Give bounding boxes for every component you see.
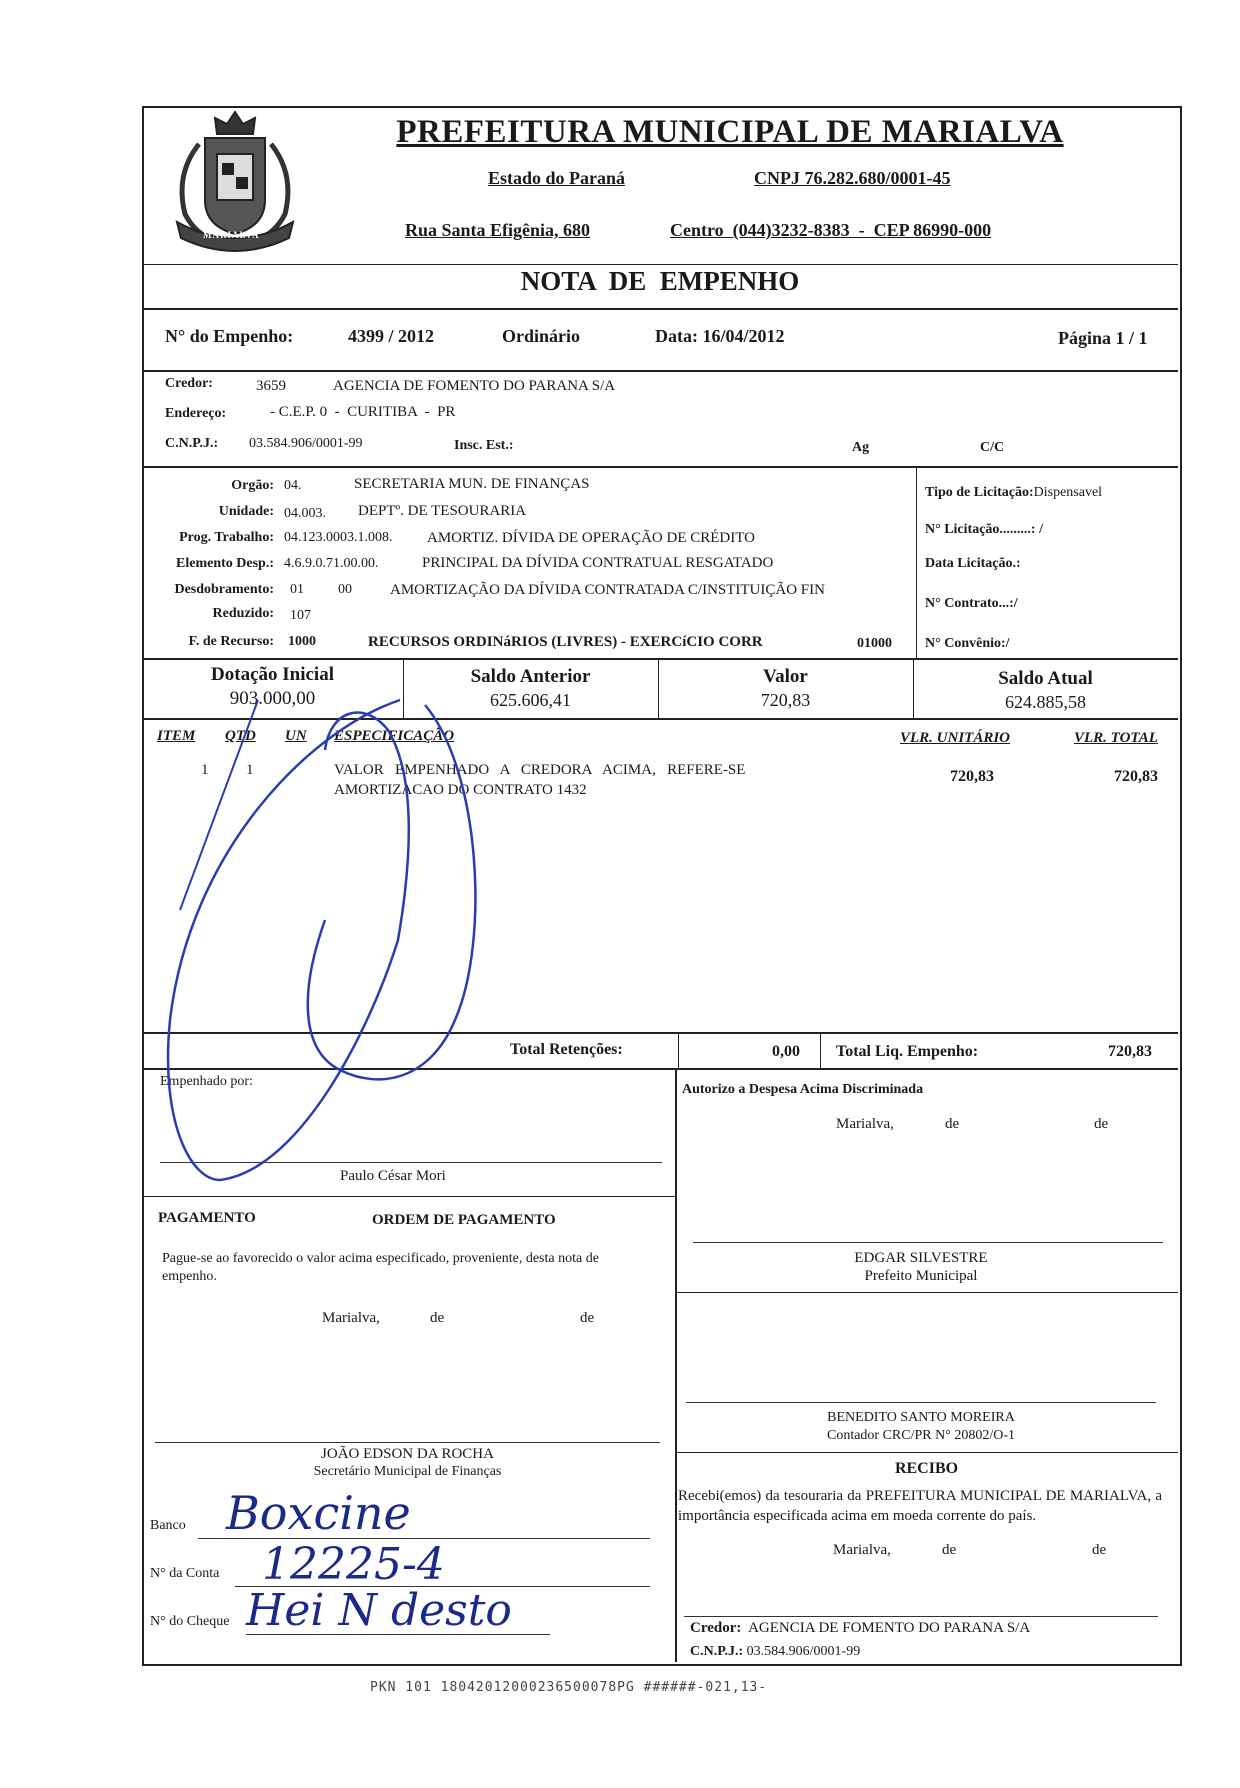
autorizo-label: Autorizo a Despesa Acima Discriminada <box>682 1082 924 1097</box>
saldo-anterior-label: Saldo Anterior <box>470 666 591 687</box>
empenho-type: Ordinário <box>502 326 581 346</box>
item-spec-line2: AMORTIZACAO DO CONTRATO 1432 <box>334 782 587 798</box>
street-address: Rua Santa Efigênia, 680 <box>405 220 591 240</box>
recibo-text: Recebi(emos) da tesouraria da PREFEITURA MUNICIPAL DE MARIALVA, a importância especificada acima em moeda corrente do país. <box>678 1488 1162 1524</box>
col-vlr-unitario: VLR. UNITÁRIO <box>900 730 1011 746</box>
col-qtd: QTD <box>225 728 256 744</box>
prefeito-role: Prefeito Municipal <box>864 1268 978 1284</box>
desdobramento-name: AMORTIZAÇÃO DA DÍVIDA CONTRATADA C/INSTITUIÇÃO FIN <box>390 582 825 598</box>
reduzido-label: Reduzido: <box>212 606 274 621</box>
unidade-name: DEPTº. DE TESOURARIA <box>358 503 527 519</box>
unidade-code: 04.003. <box>284 506 326 521</box>
col-especificacao: ESPECIFICAÇÃO <box>334 728 455 744</box>
orgao-code: 04. <box>284 478 302 493</box>
saldo-anterior-value: 625.606,41 <box>490 690 571 710</box>
contador-role: Contador CRC/PR N° 20802/O-1 <box>826 1428 1015 1443</box>
elemento-label: Elemento Desp.: <box>176 556 274 571</box>
licitacao-type-value: Dispensavel <box>1033 485 1103 500</box>
cheque-value[interactable]: Hei N desto <box>246 1585 512 1636</box>
cnpj-label: C.N.P.J.: <box>165 436 219 451</box>
saldo-atual-value: 624.885,58 <box>1005 692 1086 712</box>
pagamento-de1: de <box>430 1310 445 1326</box>
footer-barcode-text: PKN 101 18042012000236500078PG ######-021,13- <box>370 1680 768 1695</box>
pagamento-text: Pague-se ao favorecido o valor acima especificado, proveniente, desta nota de empenho. <box>162 1251 599 1284</box>
licitacao-date: Data Licitação.: <box>925 556 1021 571</box>
address-contact: Centro (044)3232-8383 - CEP 86990-000 <box>670 220 992 240</box>
total-retencoes-value: 0,00 <box>772 1043 800 1060</box>
prog-trabalho-label: Prog. Trabalho: <box>179 530 274 545</box>
municipality-cnpj: CNPJ 76.282.680/0001-45 <box>754 168 951 188</box>
orgao-label: Orgão: <box>231 478 274 493</box>
empenhado-por-name: Paulo César Mori <box>340 1168 446 1184</box>
desdobramento-label: Desdobramento: <box>174 582 274 597</box>
ordem-pagamento-label: ORDEM DE PAGAMENTO <box>372 1212 556 1228</box>
autorizo-city: Marialva, <box>836 1116 894 1132</box>
valor-label: Valor <box>763 666 808 687</box>
elemento-name: PRINCIPAL DA DÍVIDA CONTRATUAL RESGATADO <box>422 555 774 571</box>
banco-label: Banco <box>150 1518 186 1533</box>
unidade-label: Unidade: <box>218 504 274 519</box>
total-liq-label: Total Liq. Empenho: <box>836 1043 979 1060</box>
empenho-number-label: N° do Empenho: <box>165 326 294 346</box>
insc-est-label: Insc. Est.: <box>454 438 514 453</box>
item-total-value: 720,83 <box>1114 768 1158 785</box>
desdobramento-code: 01 <box>290 582 304 597</box>
desdobramento-code2: 00 <box>338 582 352 597</box>
cheque-label: N° do Cheque <box>150 1614 230 1629</box>
reduzido-code: 107 <box>290 608 311 623</box>
handwritten-signature <box>150 690 490 1210</box>
recibo-city: Marialva, <box>833 1542 891 1558</box>
municipal-crest <box>155 104 315 256</box>
banco-value[interactable]: Boxcine <box>226 1486 411 1540</box>
fonte-code: 1000 <box>288 634 316 649</box>
conta-label: N° da Conta <box>150 1566 220 1581</box>
col-item: ITEM <box>157 728 196 744</box>
licitacao-number: N° Licitação.........: / <box>925 522 1043 537</box>
pagamento-city: Marialva, <box>322 1310 380 1326</box>
col-vlr-total: VLR. TOTAL <box>1074 730 1158 746</box>
autorizo-de2: de <box>1094 1116 1109 1132</box>
credor-name: AGENCIA DE FOMENTO DO PARANA S/A <box>333 378 616 394</box>
credor-code: 3659 <box>256 378 286 394</box>
empenho-number: 4399 / 2012 <box>348 326 435 346</box>
saldo-atual-label: Saldo Atual <box>998 668 1093 689</box>
secretario-role: Secretário Municipal de Finanças <box>313 1464 502 1479</box>
recibo-cnpj <box>690 1644 860 1660</box>
municipality-title: PREFEITURA MUNICIPAL DE MARIALVA <box>396 114 1064 150</box>
recibo-credor-name: AGENCIA DE FOMENTO DO PARANA S/A <box>748 1620 1031 1636</box>
page-number: Página 1 / 1 <box>1058 328 1148 348</box>
conta-value[interactable]: 12225-4 <box>262 1539 445 1590</box>
contador-name: BENEDITO SANTO MOREIRA <box>827 1410 1015 1425</box>
col-un: UN <box>285 728 307 744</box>
licitacao-type-label <box>925 485 1102 501</box>
convenio-number: N° Convênio:/ <box>925 636 1010 651</box>
recibo-credor-label: Credor: <box>690 1620 742 1636</box>
fonte-code2: 01000 <box>857 636 892 651</box>
credor-cnpj: 03.584.906/0001-99 <box>249 436 363 451</box>
endereco-label: Endereço: <box>165 406 227 421</box>
recibo-credor <box>690 1620 1030 1637</box>
orgao-name: SECRETARIA MUN. DE FINANÇAS <box>354 476 590 492</box>
document-title: NOTA DE EMPENHO <box>520 266 800 296</box>
empenho-date: Data: 16/04/2012 <box>655 326 785 346</box>
recibo-de1: de <box>942 1542 957 1558</box>
crest-banner-text: MARIALVA <box>203 230 260 240</box>
recibo-cnpj-value: 03.584.906/0001-99 <box>746 1644 861 1659</box>
credor-label: Credor: <box>165 376 213 391</box>
prefeito-name: EDGAR SILVESTRE <box>854 1250 988 1266</box>
item-qtd: 1 <box>246 762 254 778</box>
fonte-name: RECURSOS ORDINáRIOS (LIVRES) - EXERCíCIO CORR <box>368 634 763 650</box>
autorizo-de1: de <box>945 1116 960 1132</box>
elemento-code: 4.6.9.0.71.00.00. <box>284 556 379 571</box>
recibo-de2: de <box>1092 1542 1107 1558</box>
pagamento-label: PAGAMENTO <box>158 1210 256 1226</box>
agency-label: Ag <box>852 440 870 455</box>
empenhado-por-label: Empenhado por: <box>160 1074 253 1089</box>
dotacao-inicial-label: Dotação Inicial <box>211 664 334 685</box>
secretario-name: JOÃO EDSON DA ROCHA <box>321 1446 494 1462</box>
credor-address: - C.E.P. 0 - CURITIBA - PR <box>270 404 456 420</box>
pagamento-de2: de <box>580 1310 595 1326</box>
recibo-title: RECIBO <box>894 1460 959 1477</box>
total-retencoes-label: Total Retenções: <box>510 1041 623 1058</box>
dotacao-inicial-value: 903.000,00 <box>229 688 316 709</box>
prog-trabalho-name: AMORTIZ. DÍVIDA DE OPERAÇÃO DE CRÉDITO <box>427 530 755 546</box>
prog-trabalho-code: 04.123.0003.1.008. <box>284 530 393 545</box>
item-number: 1 <box>201 762 209 778</box>
item-spec-line1: VALOR EMPENHADO A CREDORA ACIMA, REFERE-SE <box>334 762 746 778</box>
fonte-label: F. de Recurso: <box>188 634 274 649</box>
licitacao-type-label-text: Tipo de Licitação: <box>925 485 1034 500</box>
account-label: C/C <box>980 440 1005 455</box>
valor-value: 720,83 <box>760 690 811 710</box>
recibo-cnpj-label: C.N.P.J.: <box>690 1644 744 1659</box>
total-liq-value: 720,83 <box>1108 1043 1152 1060</box>
contrato-number: N° Contrato...:/ <box>925 596 1018 611</box>
state-name: Estado do Paraná <box>488 168 626 188</box>
item-unit-value: 720,83 <box>950 768 994 785</box>
